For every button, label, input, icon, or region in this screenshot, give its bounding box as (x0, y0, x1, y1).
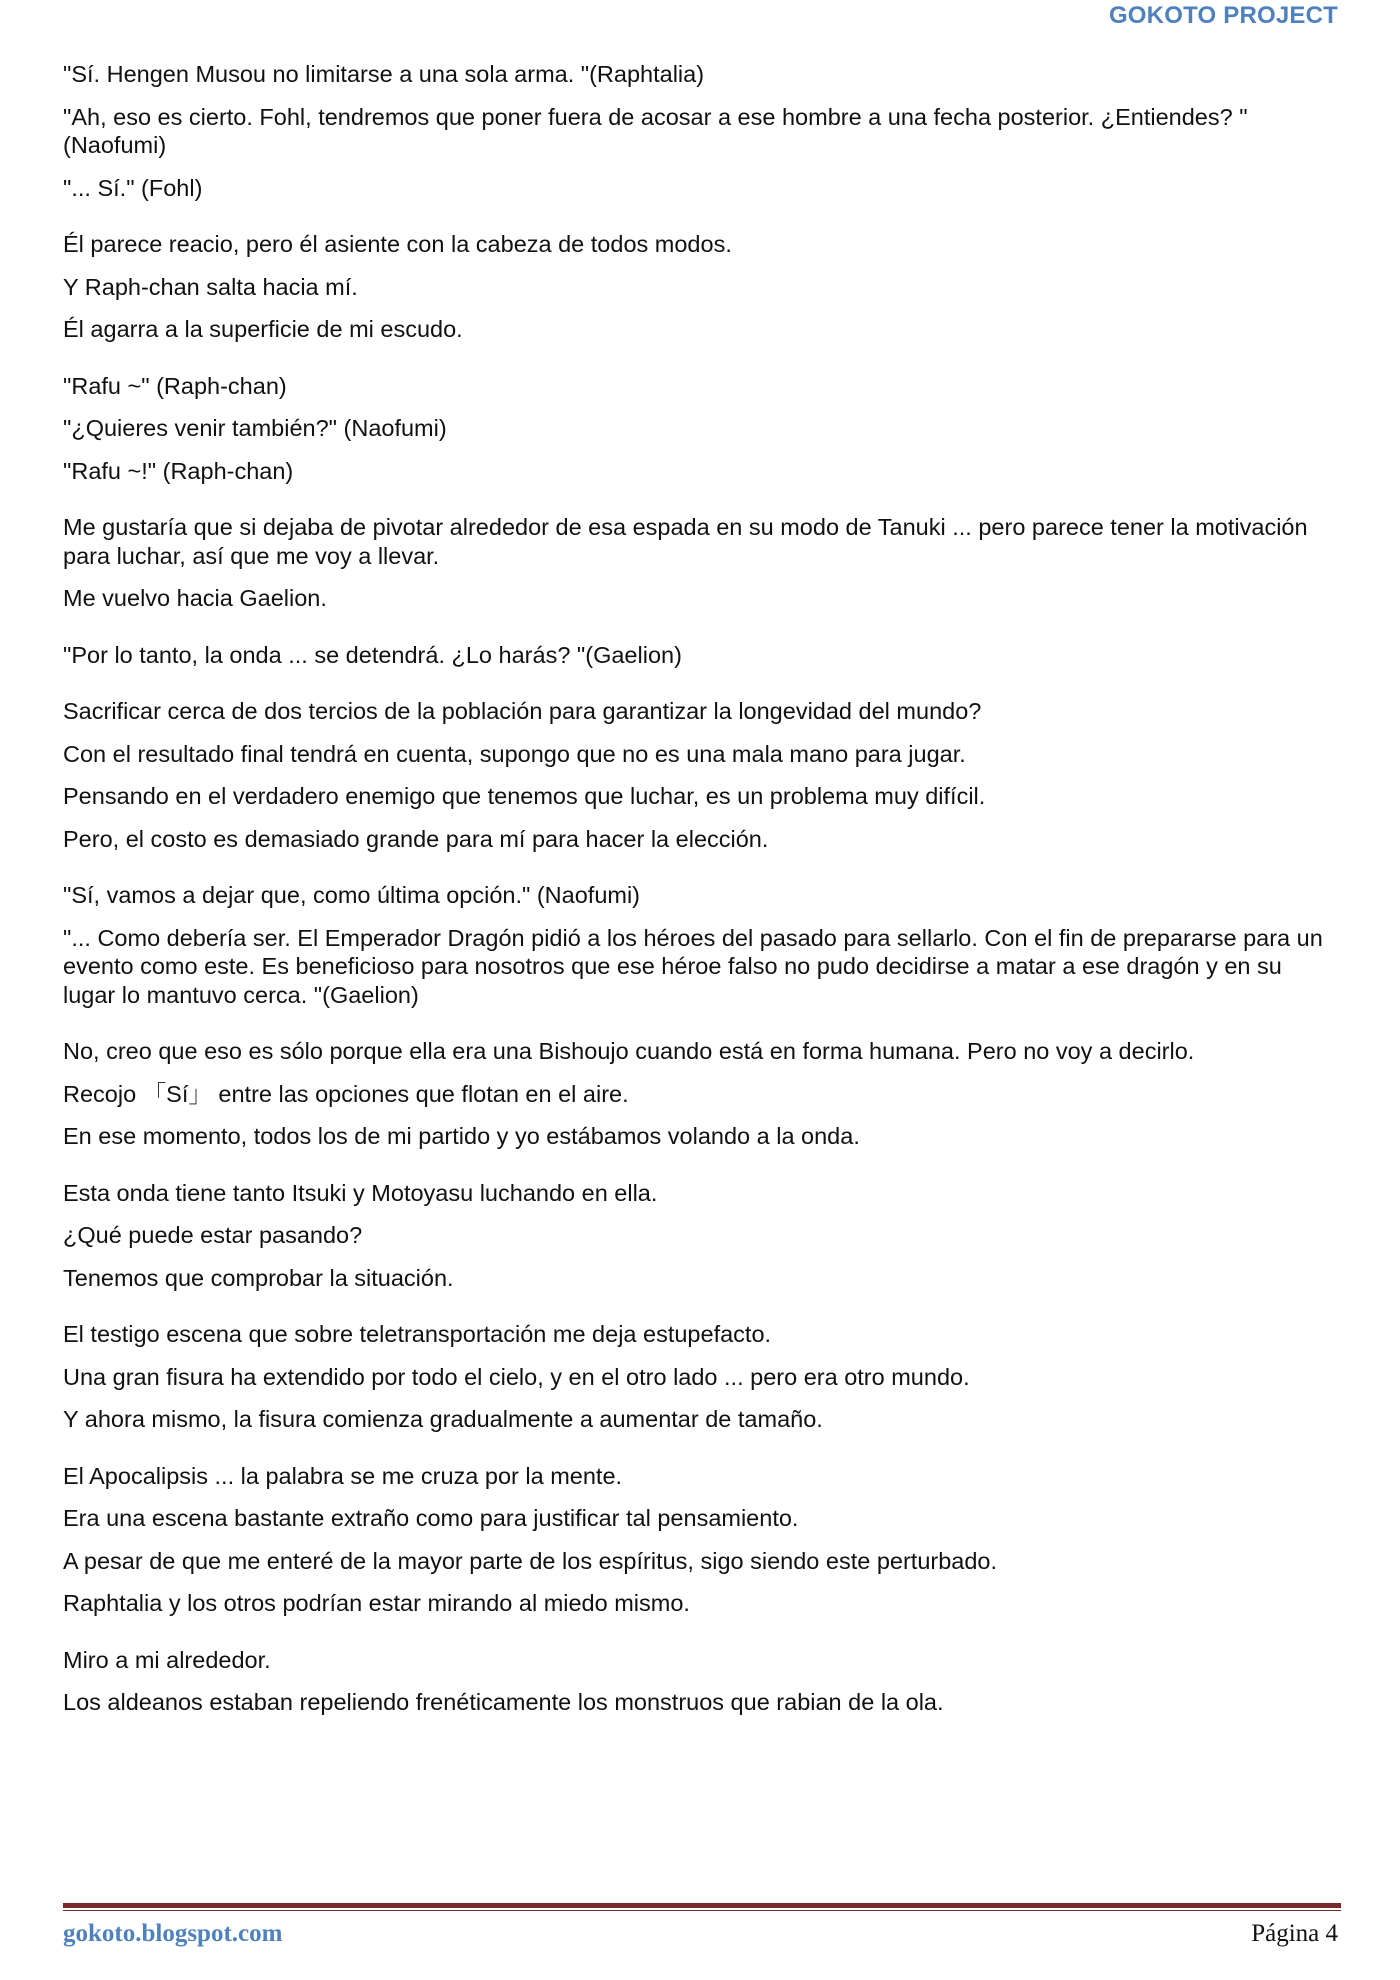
paragraph: "¿Quieres venir también?" (Naofumi) (63, 415, 447, 441)
paragraph: No, creo que eso es sólo porque ella era una Bishoujo cuando está en forma humana. Pero no voy a decirlo. (63, 1038, 1195, 1064)
paragraph: Pensando en el verdadero enemigo que tenemos que luchar, es un problema muy difícil. (63, 783, 986, 809)
paragraph: Una gran fisura ha extendido por todo el cielo, y en el otro lado ... pero era otro mundo. (63, 1363, 970, 1390)
paragraph: Los aldeanos estaban repeliendo frenéticamente los monstruos que rabian de la ola. (63, 1689, 944, 1715)
paragraph: Recojo 「Sí」 entre las opciones que flotan en el aire. (63, 1080, 629, 1107)
paragraph: Era una escena bastante extraño como para justificar tal pensamiento. (63, 1505, 799, 1531)
paragraph: En ese momento, todos los de mi partido y yo estábamos volando a la onda. (63, 1123, 860, 1149)
document-body (63, 60, 1338, 1731)
footer-divider-thin (63, 1910, 1341, 1911)
paragraph: Tenemos que comprobar la situación. (63, 1264, 454, 1291)
paragraph: Él agarra a la superficie de mi escudo. (63, 316, 463, 342)
paragraph: "Sí. Hengen Musou no limitarse a una sola arma. "(Raphtalia) (63, 61, 705, 87)
paragraph: "... Como debería ser. El Emperador Dragón pidió a los héroes del pasado para sellarlo. Con el fin de prepararse para un evento como este. Es beneficioso para nosotros que ese héroe falso no pudo decidirse a matar a ese dragón y en su lugar lo mantuvo cerca. "(Gaelion) (63, 924, 1323, 1008)
paragraph: Esta onda tiene tanto Itsuki y Motoyasu luchando en ella. (63, 1179, 658, 1206)
paragraph: "Rafu ~!" (Raph-chan) (63, 457, 294, 484)
header-title: GOKOTO PROJECT (1108, 2, 1338, 29)
paragraph: Me vuelvo hacia Gaelion. (63, 585, 327, 611)
paragraph: Y Raph-chan salta hacia mí. (63, 273, 358, 300)
paragraph: "Sí, vamos a dejar que, como última opción." (Naofumi) (63, 882, 641, 908)
paragraph: "Rafu ~" (Raph-chan) (63, 372, 287, 399)
footer-divider-thick (63, 1903, 1341, 1908)
paragraph: "... Sí." (Fohl) (63, 174, 203, 201)
paragraph: Él parece reacio, pero él asiente con la cabeza de todos modos. (63, 231, 732, 257)
paragraph: Sacrificar cerca de dos tercios de la población para garantizar la longevidad del mundo? (63, 698, 982, 724)
paragraph: Pero, el costo es demasiado grande para mí para hacer la elección. (63, 825, 769, 852)
paragraph: "Por lo tanto, la onda ... se detendrá. ¿Lo harás? "(Gaelion) (63, 641, 682, 668)
paragraph: ¿Qué puede estar pasando? (63, 1222, 363, 1248)
paragraph: El testigo escena que sobre teletransportación me deja estupefacto. (63, 1321, 772, 1347)
paragraph: A pesar de que me enteré de la mayor parte de los espíritus, sigo siendo este perturbado. (63, 1547, 998, 1574)
footer-page-number: Página 4 (1251, 1920, 1338, 1947)
paragraph: Miro a mi alrededor. (63, 1646, 271, 1673)
paragraph: Con el resultado final tendrá en cuenta, supongo que no es una mala mano para jugar. (63, 740, 966, 767)
paragraph: Y ahora mismo, la fisura comienza gradualmente a aumentar de tamaño. (63, 1406, 823, 1432)
footer-divider (63, 1903, 1341, 1911)
paragraph: "Ah, eso es cierto. Fohl, tendremos que poner fuera de acosar a ese hombre a una fecha posterior. ¿Entiendes? "(Naofumi) (63, 103, 1248, 158)
paragraph: El Apocalipsis ... la palabra se me cruza por la mente. (63, 1462, 623, 1489)
footer-site-link[interactable]: gokoto.blogspot.com (63, 1920, 283, 1947)
paragraph: Me gustaría que si dejaba de pivotar alrededor de esa espada en su modo de Tanuki ... pero parece tener la motivación para luchar, así que me voy a llevar. (63, 514, 1308, 569)
paragraph: Raphtalia y los otros podrían estar mirando al miedo mismo. (63, 1590, 690, 1616)
